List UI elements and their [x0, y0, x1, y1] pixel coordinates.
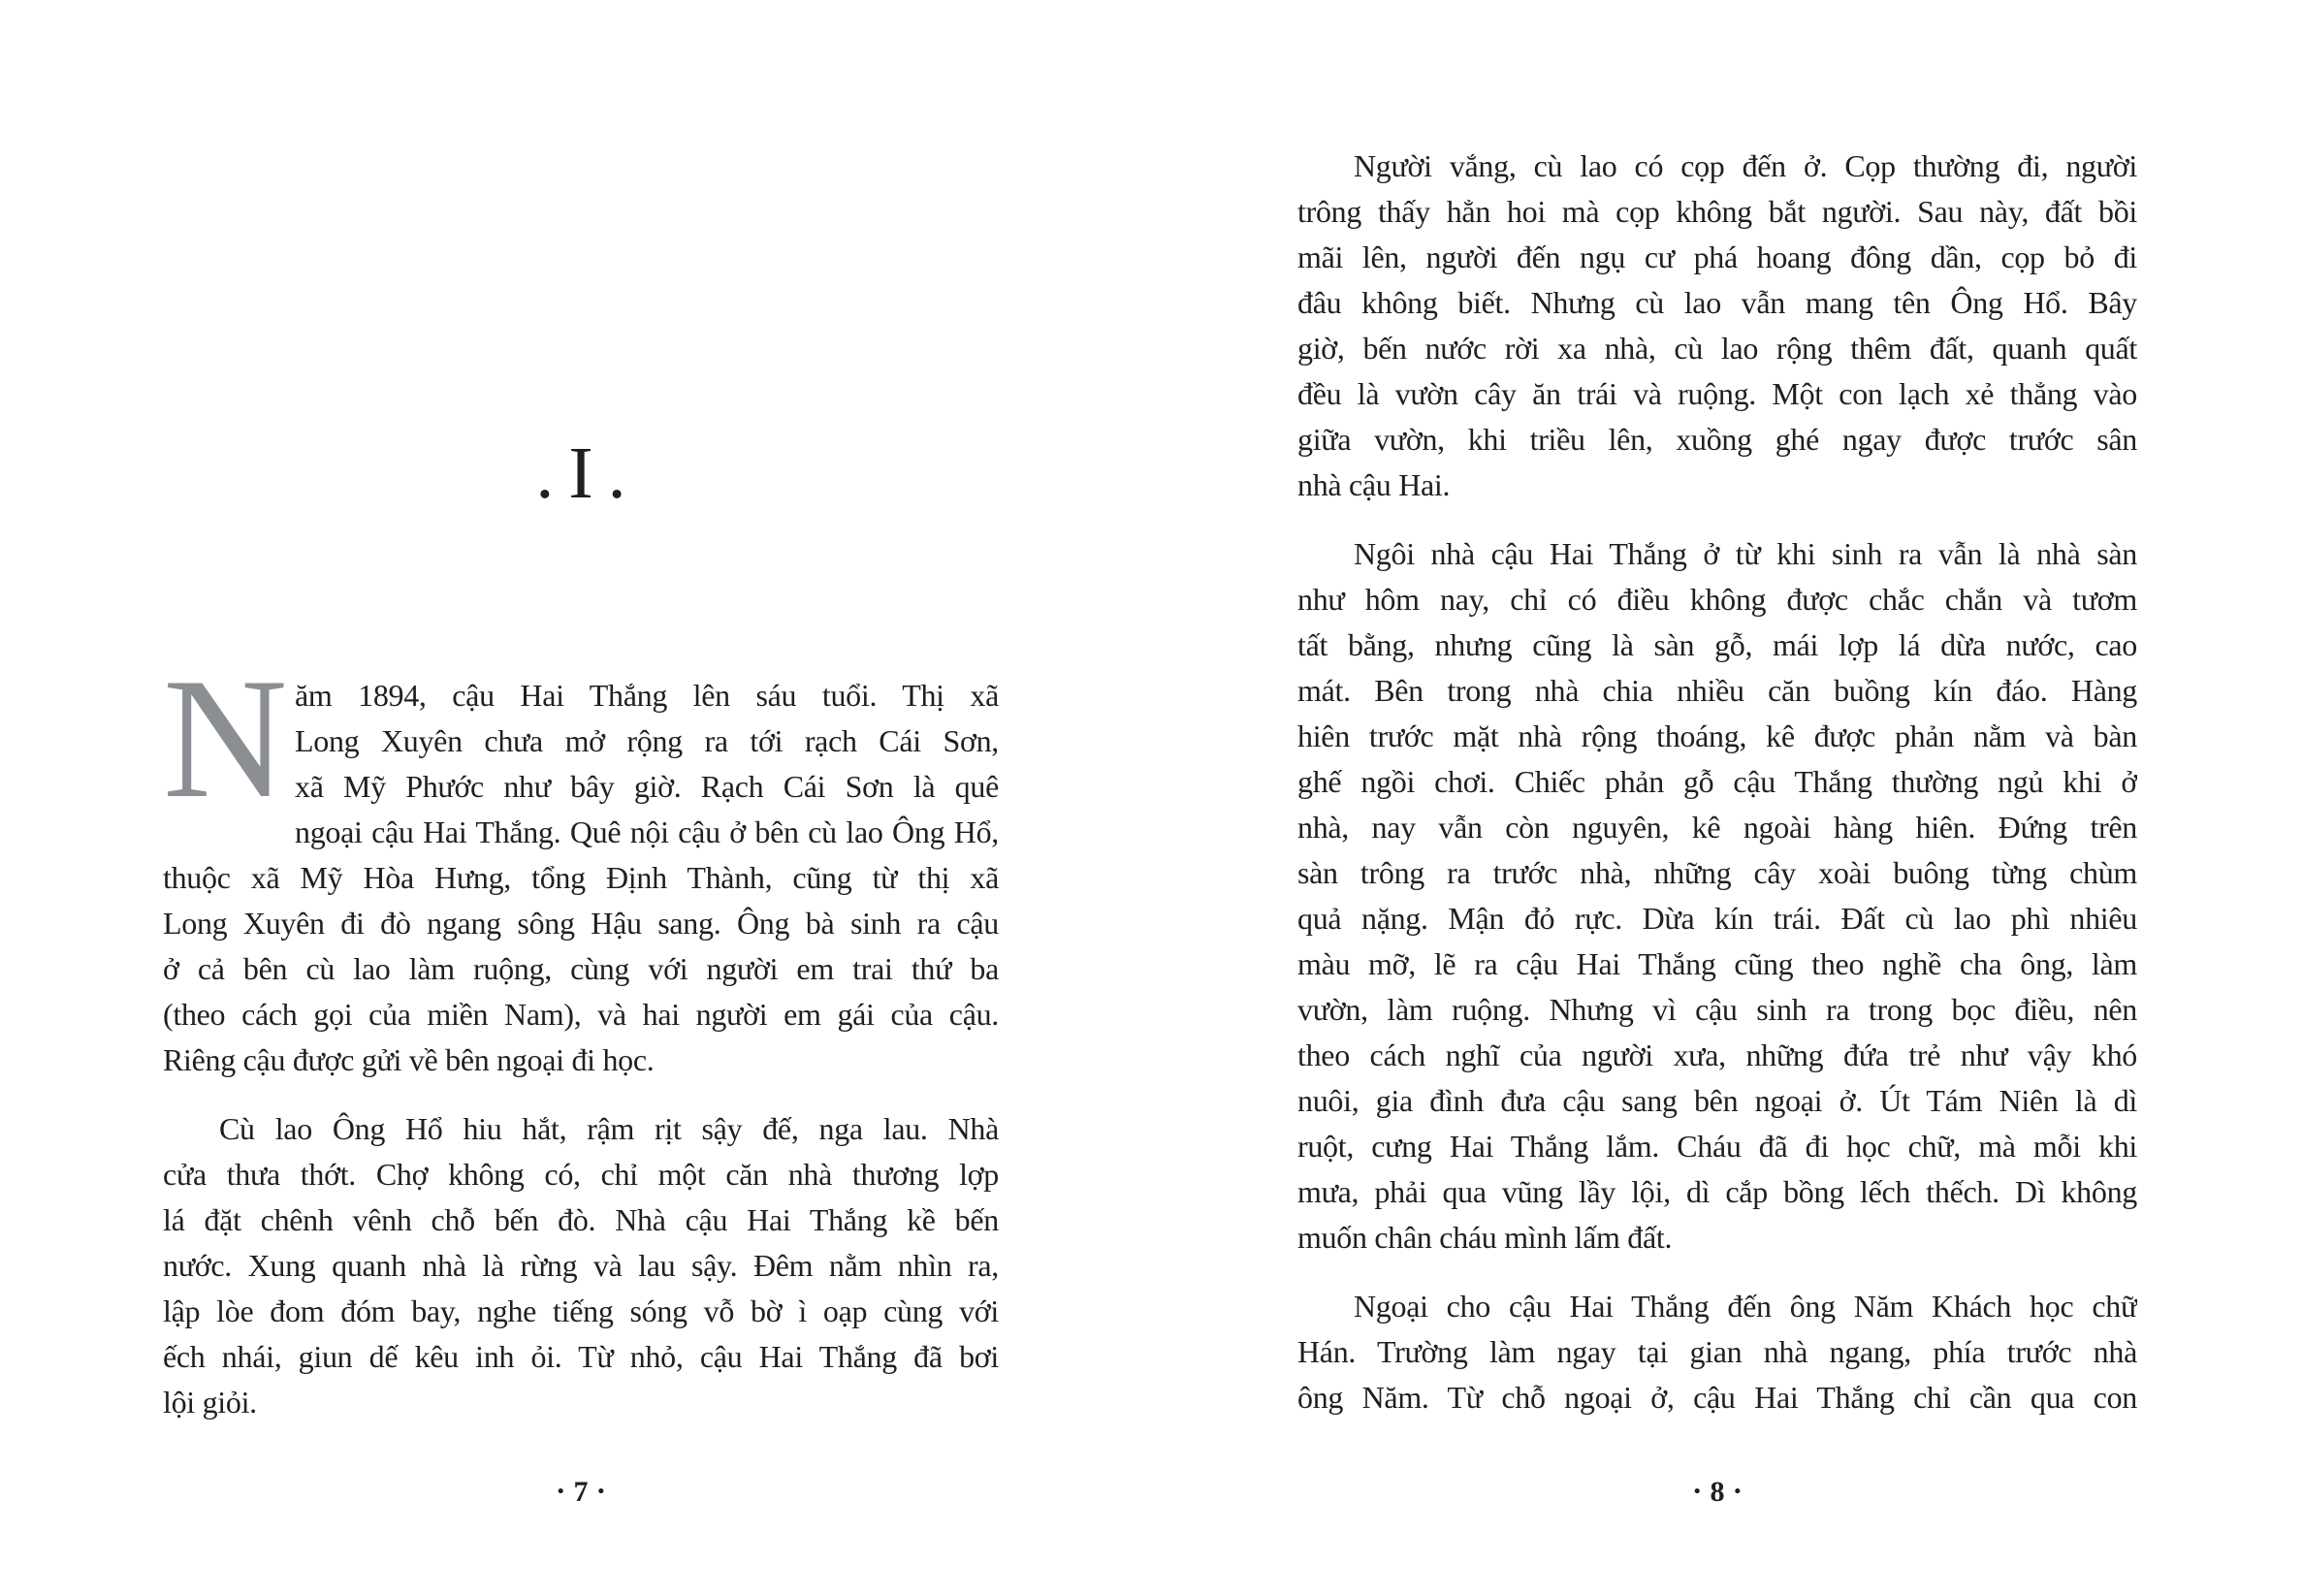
page-number-dot-left: • [557, 1482, 564, 1502]
text-line: Riêng cậu được gửi về bên ngoại đi học. [163, 1042, 655, 1077]
heading-ornament-right: . [607, 432, 626, 514]
text-line: lội giỏi. [163, 1385, 257, 1420]
heading-ornament-left: . [535, 432, 555, 514]
text-line: ở cả bên cù lao làm ruộng, cùng với người em trai thứ ba [163, 951, 999, 986]
paragraph [163, 642, 999, 1083]
text-line: mưa, phải qua vũng lầy lội, dì cắp bồng lếch thếch. Dì không [1297, 1174, 2137, 1209]
text-line: xã Mỹ Phước như bây giờ. Rạch Cái Sơn là quê [295, 769, 999, 804]
text-line: theo cách nghĩ của người xưa, những đứa trẻ như vậy khó [1297, 1037, 2137, 1072]
page-number-value: 7 [573, 1476, 589, 1508]
text-line: đều là vườn cây ăn trái và ruộng. Một con lạch xẻ thẳng vào [1297, 376, 2137, 411]
text-line: đâu không biết. Nhưng cù lao vẫn mang tên Ông Hổ. Bây [1297, 285, 2137, 320]
page-number-value: 8 [1710, 1476, 1725, 1508]
text-line: Long Xuyên đi đò ngang sông Hậu sang. Ông bà sinh ra cậu [163, 906, 999, 941]
text-line: ghế ngồi chơi. Chiếc phản gỗ cậu Thắng thường ngủ khi ở [1297, 764, 2137, 799]
text-line: nuôi, gia đình đưa cậu sang bên ngoại ở. Út Tám Niên là dì [1297, 1083, 2137, 1118]
page-number-left [163, 1476, 999, 1509]
drop-cap: N [163, 642, 288, 834]
text-line: tất bằng, nhưng cũng là sàn gỗ, mái lợp lá dừa nước, cao [1297, 627, 2137, 662]
page-number-right [1297, 1476, 2137, 1509]
text-line: Hán. Trường làm ngay tại gian nhà ngang, phía trước nhà [1297, 1334, 2137, 1369]
page-left-text [163, 642, 999, 1425]
text-line: sàn trông ra trước nhà, những cây xoài buông từng chùm [1297, 855, 2137, 890]
page-right-text [1297, 144, 2137, 1420]
text-line: Ngoại cho cậu Hai Thắng đến ông Năm Khách học chữ [1354, 1289, 2137, 1324]
text-line: mãi lên, người đến ngụ cư phá hoang đông dần, cọp bỏ đi [1297, 239, 2137, 274]
text-line: nước. Xung quanh nhà là rừng và lau sậy. Đêm nằm nhìn ra, [163, 1248, 999, 1283]
paragraph [1297, 1284, 2137, 1420]
page-number-dot-right: • [597, 1482, 605, 1502]
text-line: ăm 1894, cậu Hai Thắng lên sáu tuổi. Thị xã [295, 678, 999, 713]
text-line: trông thấy hẳn hoi mà cọp không bắt người. Sau này, đất bồi [1297, 194, 2137, 229]
text-line: lập lòe đom đóm bay, nghe tiếng sóng vỗ bờ ì oạp cùng với [163, 1293, 999, 1328]
text-line: mát. Bên trong nhà chia nhiều căn buồng kín đáo. Hàng [1297, 673, 2137, 708]
paragraph [163, 1106, 999, 1425]
text-line: thuộc xã Mỹ Hòa Hưng, tổng Định Thành, cũng từ thị xã [163, 860, 999, 895]
text-line: Người vắng, cù lao có cọp đến ở. Cọp thường đi, người [1354, 148, 2137, 183]
text-line: vườn, làm ruộng. Nhưng vì cậu sinh ra trong bọc điều, nên [1297, 992, 2137, 1027]
page-number-dot-right: • [1734, 1482, 1742, 1502]
text-line: cửa thưa thớt. Chợ không có, chỉ một căn nhà thương lợp [163, 1157, 999, 1192]
page-number-dot-left: • [1693, 1482, 1701, 1502]
paragraph [1297, 531, 2137, 1261]
text-line: giờ, bến nước rời xa nhà, cù lao rộng thêm đất, quanh quất [1297, 331, 2137, 366]
text-line: quả nặng. Mận đỏ rực. Dừa kín trái. Đất cù lao phì nhiêu [1297, 901, 2137, 936]
chapter-number: I [568, 432, 593, 514]
text-line: Long Xuyên chưa mở rộng ra tới rạch Cái Sơn, [295, 723, 999, 758]
text-line: hiên trước mặt nhà rộng thoáng, kê được phản nằm và bàn [1297, 718, 2137, 753]
text-line: ếch nhái, giun dế kêu inh ỏi. Từ nhỏ, cậu Hai Thắng đã bơi [163, 1339, 999, 1374]
text-line: giữa vườn, khi triều lên, xuồng ghé ngay được trước sân [1297, 422, 2137, 457]
text-line: muốn chân cháu mình lấm đất. [1297, 1220, 1673, 1255]
text-line: ruột, cưng Hai Thắng lắm. Cháu đã đi học chữ, mà mỗi khi [1297, 1129, 2137, 1164]
text-line: ông Năm. Từ chỗ ngoại ở, cậu Hai Thắng chỉ cần qua con [1297, 1380, 2137, 1415]
chapter-heading [163, 432, 999, 514]
text-line: Ngôi nhà cậu Hai Thắng ở từ khi sinh ra vẫn là nhà sàn [1354, 536, 2137, 571]
text-line: lá đặt chênh vênh chỗ bến đò. Nhà cậu Hai Thắng kề bến [163, 1202, 999, 1237]
text-line: (theo cách gọi của miền Nam), và hai người em gái của cậu. [163, 997, 999, 1032]
paragraph [1297, 144, 2137, 508]
text-line: như hôm nay, chỉ có điều không được chắc chắn và tươm [1297, 582, 2137, 617]
text-line: ngoại cậu Hai Thắng. Quê nội cậu ở bên cù lao Ông Hổ, [295, 814, 999, 849]
page-right [1297, 0, 2137, 1596]
text-line: màu mỡ, lẽ ra cậu Hai Thắng cũng theo nghề cha ông, làm [1297, 946, 2137, 981]
text-line: Cù lao Ông Hổ hiu hắt, rậm rịt sậy đế, nga lau. Nhà [219, 1111, 999, 1146]
text-line: nhà cậu Hai. [1297, 467, 1451, 502]
text-line: nhà, nay vẫn còn nguyên, kê ngoài hàng hiên. Đứng trên [1297, 810, 2137, 845]
page-left [163, 0, 999, 1596]
